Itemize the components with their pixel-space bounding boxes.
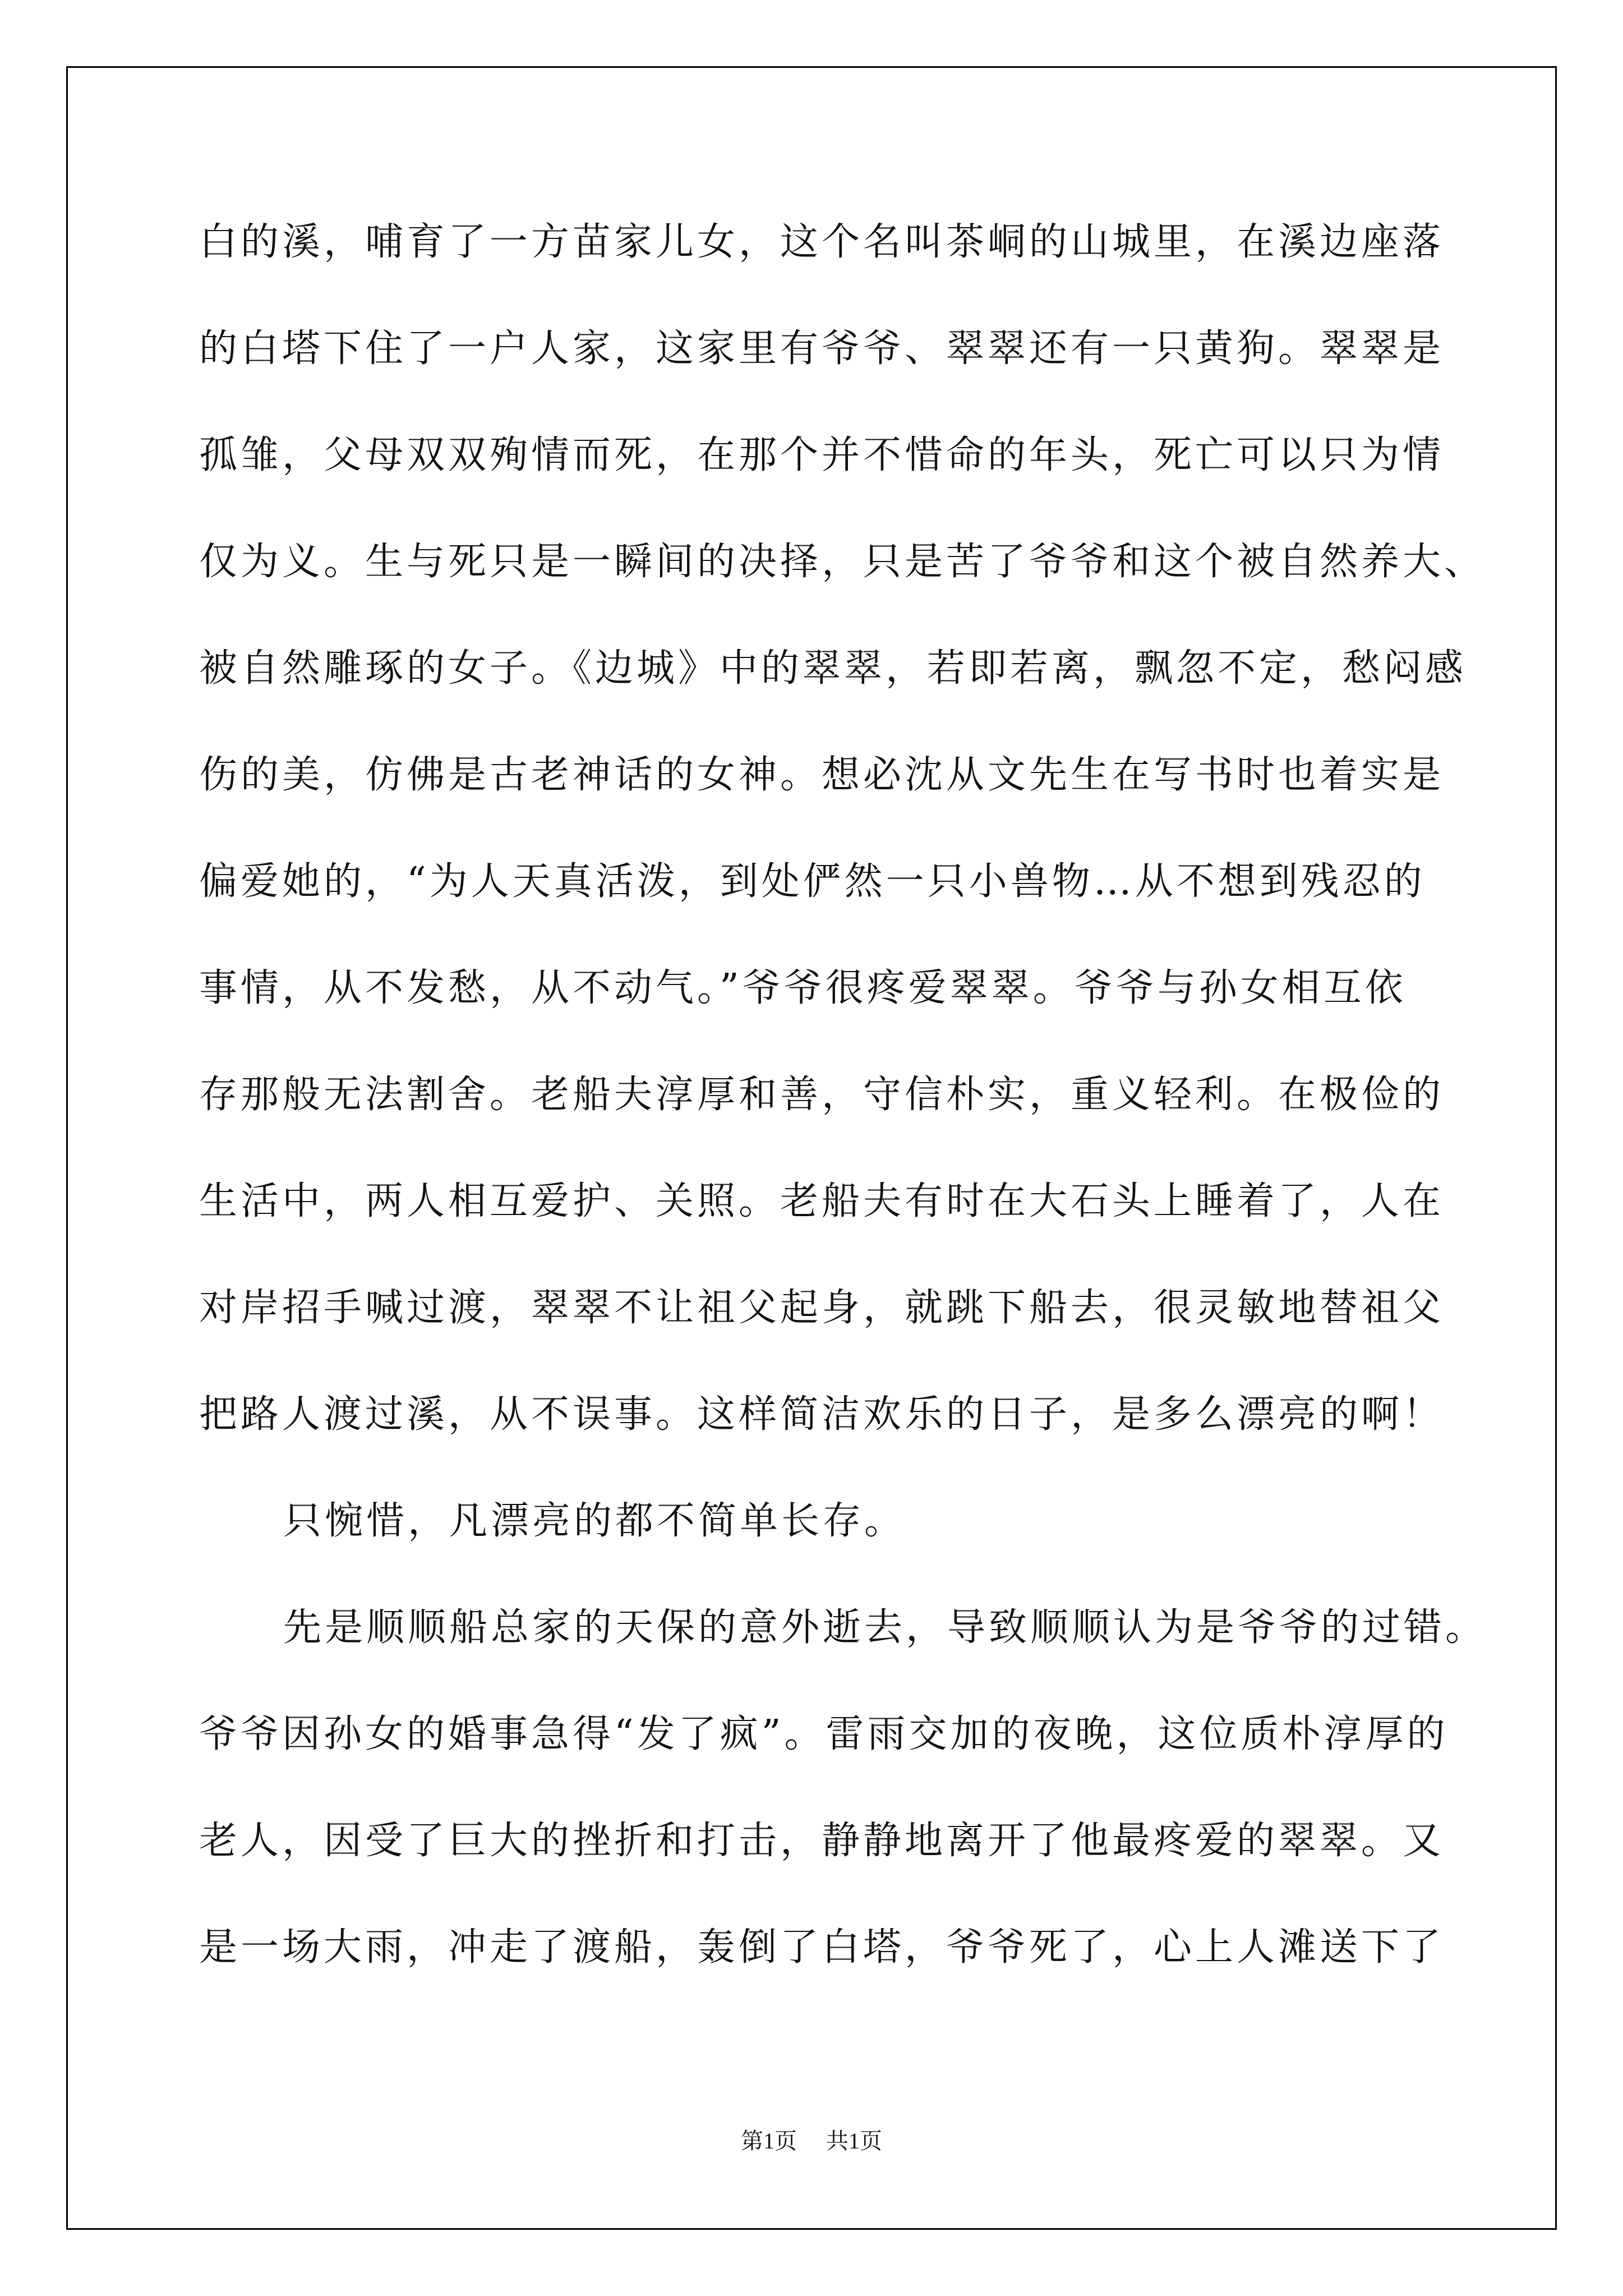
text-line: 老人，因受了巨大的挫折和打击，静静地离开了他最疼爱的翠翠。又	[199, 1819, 1445, 1863]
text-line: 是一场大雨，冲走了渡船，轰倒了白塔，爷爷死了，心上人滩送下了	[199, 1925, 1445, 1970]
paragraph-start-line: 只惋惜，凡漂亮的都不简单长存。	[283, 1499, 906, 1543]
text-line: 存那般无法割舍。老船夫淳厚和善，守信朴实，重义轻利。在极俭的	[199, 1073, 1445, 1117]
text-line: 把路人渡过溪，从不误事。这样简洁欢乐的日子，是多么漂亮的啊！	[199, 1392, 1445, 1437]
text-line: 仅为义。生与死只是一瞬间的决择，只是苦了爷爷和这个被自然养大、	[199, 540, 1486, 584]
text-line: 被自然雕琢的女子。《边城》中的翠翠，若即若离，飘忽不定，愁闷感	[199, 646, 1467, 691]
text-line: 偏爱她的，“为人天真活泼，到处俨然一只小兽物…从不想到残忍的	[199, 859, 1426, 904]
text-line: 白的溪，哺育了一方苗家儿女，这个名叫茶峒的山城里，在溪边座落	[199, 220, 1445, 264]
text-line: 事情，从不发愁，从不动气。”爷爷很疼爱翠翠。爷爷与孙女相互依	[199, 966, 1407, 1010]
document-body	[199, 209, 1487, 2021]
text-line: 的白塔下住了一户人家，这家里有爷爷、翠翠还有一只黄狗。翠翠是	[199, 326, 1445, 371]
total-pages: 共1页	[826, 2128, 882, 2154]
text-line: 对岸招手喊过渡，翠翠不让祖父起身，就跳下船去，很灵敏地替祖父	[199, 1286, 1445, 1330]
page-footer	[0, 2123, 1623, 2155]
text-line: 爷爷因孙女的婚事急得“发了疯”。雷雨交加的夜晚，这位质朴淳厚的	[199, 1712, 1449, 1756]
paragraph-start-line: 先是顺顺船总家的天保的意外逝去，导致顺顺认为是爷爷的过错。	[283, 1605, 1487, 1650]
text-line: 孤雏，父母双双殉情而死，在那个并不惜命的年头，死亡可以只为情	[199, 433, 1445, 477]
page-number: 第1页	[741, 2128, 797, 2154]
text-line: 生活中，两人相互爱护、关照。老船夫有时在大石头上睡着了，人在	[199, 1179, 1445, 1223]
text-line: 伤的美，仿佛是古老神话的女神。想必沈从文先生在写书时也着实是	[199, 753, 1445, 797]
